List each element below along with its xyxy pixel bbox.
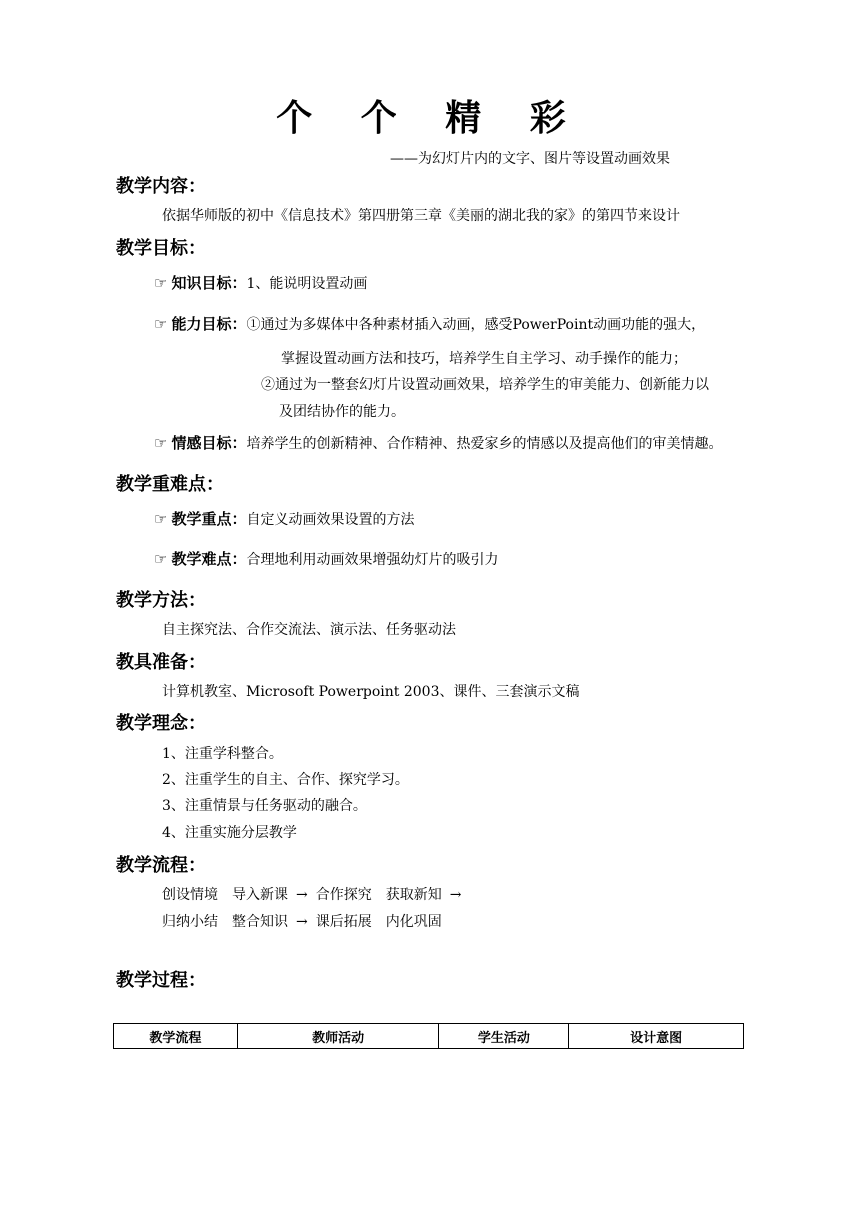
key-point-difficulty-text: 合理地利用动画效果增强幼灯片的吸引力 [246,552,499,568]
goal-emotion-label: 情感目标： [171,434,247,452]
goal-ability-line2: 掌握设置动画方法和技巧，培养学生自主学习、动手操作的能力； [281,351,687,367]
pointing-hand-icon: ☞ [154,550,168,568]
philosophy-item: 4、注重实施分层教学 [162,825,297,841]
heading-tools: 教具准备： [116,652,206,673]
goal-ability-line1: ①通过为多媒体中各种素材插入动画，感受PowerPoint动画功能的强大， [246,317,706,333]
pointing-hand-icon: ☞ [154,434,168,452]
flow-row-1 [162,884,469,904]
content-text: 依据华师版的初中《信息技术》第四册第三章《美丽的湖北我的家》的第四节来设计 [162,208,680,224]
flow-step: 课后拓展 内化巩固 [315,914,442,930]
goal-ability [154,313,705,334]
heading-process: 教学过程： [116,970,206,991]
heading-methods: 教学方法： [116,590,206,611]
philosophy-item: 1、注重学科整合。 [162,746,283,762]
key-point-difficulty-label: 教学难点： [171,550,247,568]
table-header-cell: 学生活动 [439,1024,569,1049]
methods-text: 自主探究法、合作交流法、演示法、任务驱动法 [162,622,456,638]
pointing-hand-icon: ☞ [154,274,168,292]
table-header-cell: 教学流程 [114,1024,238,1049]
flow-step: 归纳小结 整合知识 [162,914,288,930]
right-arrow-icon: → [296,914,308,930]
document-title: 个 个 精 彩 [276,97,584,139]
flow-row-2 [162,911,442,931]
pointing-hand-icon: ☞ [154,315,168,333]
heading-philosophy: 教学理念： [116,713,206,734]
goal-ability-line3: ②通过为一整套幻灯片设置动画效果，培养学生的审美能力、创新能力以 [261,377,709,393]
heading-content: 教学内容： [116,176,206,197]
right-arrow-icon: → [449,887,462,903]
flow-step: 合作探究 获取新知 [315,887,442,903]
goal-emotion-text: 培养学生的创新精神、合作精神、热爱家乡的情感以及提高他们的审美情趣。 [246,436,723,452]
document-subtitle: ——为幻灯片内的文字、图片等设置动画效果 [390,151,670,167]
heading-flow: 教学流程： [116,855,206,876]
heading-goals: 教学目标： [116,238,206,259]
goal-emotion [154,432,722,453]
table-header-cell: 教师活动 [237,1024,439,1049]
heading-key-points: 教学重难点： [116,474,224,495]
key-point-focus-label: 教学重点： [171,510,247,528]
goal-ability-line4: 及团结协作的能力。 [279,404,405,420]
flow-step: 创设情境 导入新课 [162,887,288,903]
philosophy-item: 2、注重学生的自主、合作、探究学习。 [162,772,409,788]
right-arrow-icon: → [296,887,308,903]
goal-knowledge-text: 1、能说明设置动画 [246,276,368,292]
key-point-difficulty [154,548,498,569]
philosophy-item: 3、注重情景与任务驱动的融合。 [162,798,367,814]
goal-knowledge-label: 知识目标： [171,274,247,292]
pointing-hand-icon: ☞ [154,510,168,528]
table-header-cell: 设计意图 [569,1024,744,1049]
goal-knowledge [154,272,367,293]
goal-ability-label: 能力目标： [171,315,247,333]
key-point-focus [154,508,414,529]
tools-text: 计算机教室、Microsoft Powerpoint 2003、课件、三套演示文稿 [162,684,580,700]
table-header-row [114,1024,744,1049]
key-point-focus-text: 自定义动画效果设置的方法 [246,512,415,528]
process-table [113,1023,744,1049]
